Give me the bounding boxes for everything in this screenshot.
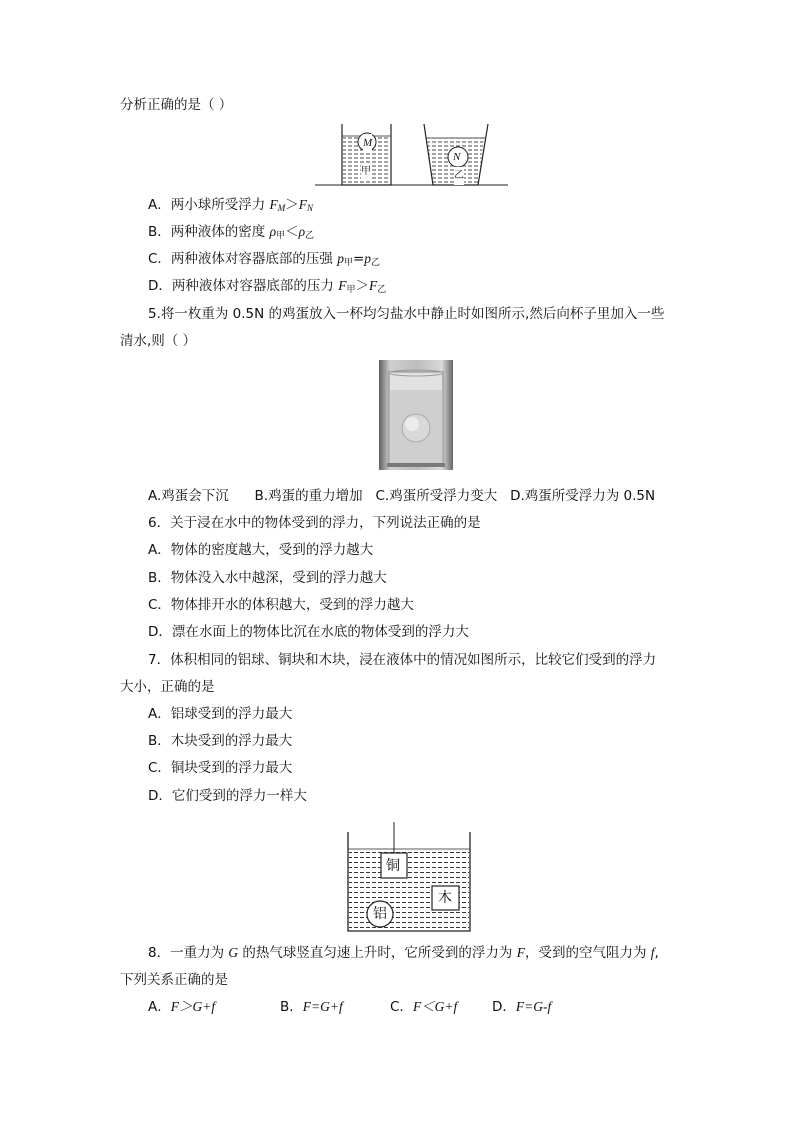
q8-option-c: C．F＜G+f [390,999,458,1015]
copper-block-label: 铜 [386,858,400,874]
q4-option-d: D．两种液体对容器底部的压力 $F_甲>F_乙$ [148,278,387,295]
q8-option-b: B．F=G+f [280,999,343,1015]
q4-option-b: B．两种液体的密度 $\rho_甲<\rho_乙$ [148,224,315,241]
liquid-b-label: 乙 [454,167,464,185]
q6-stem: 6．关于浸在水中的物体受到的浮力，下列说法正确的是 [148,515,481,531]
q7-option-c: C．铜块受到的浮力最大 [148,760,293,776]
q7-option-d: D．它们受到的浮力一样大 [148,788,307,804]
ball-n-label: N [453,151,461,163]
aluminum-ball-label: 铝 [373,906,387,922]
q7-stem-line2: 大小，正确的是 [120,679,215,695]
q5-stem-line2: 清水,则（ ） [120,333,197,349]
liquid-a-label: 甲 [361,163,371,181]
q6-option-a: A．物体的密度越大，受到的浮力越大 [148,542,374,558]
q8-option-a: A．F＞G+f [148,999,216,1015]
q8-option-d: D．F=G-f [492,999,552,1015]
q6-option-c: C．物体排开水的体积越大，受到的浮力越大 [148,597,414,613]
q8-stem-line1: 8．一重力为 G 的热气球竖直匀速上升时，它所受到的浮力为 F，受到的空气阻力为 f, [148,945,659,961]
q7-option-a: A．铝球受到的浮力最大 [148,706,293,722]
wood-block-label: 木 [438,890,452,906]
q5-stem-line1: 5.将一枚重为 0.5N 的鸡蛋放入一杯均匀盐水中静止时如图所示,然后向杯子里加入一些 [148,306,665,322]
q7-option-b: B．木块受到的浮力最大 [148,733,293,749]
q4-stem-tail: 分析正确的是（ ） [120,97,233,113]
q7-stem-line1: 7．体积相同的铝球、铜块和木块，浸在液体中的情况如图所示，比较它们受到的浮力 [148,652,657,668]
q6-option-d: D．漂在水面上的物体比沉在水底的物体受到的浮力大 [148,624,469,640]
q4-option-a: A．两小球所受浮力 $F_M>F_N$ [148,197,314,213]
q4-option-c: C．两种液体对容器底部的压强 $p_甲=p_乙$ [148,251,381,268]
q8-stem-line2: 下列关系正确的是 [120,972,228,988]
ball-m-label: M [363,134,372,152]
q6-option-b: B．物体没入水中越深，受到的浮力越大 [148,570,387,586]
q5-options-row: A.鸡蛋会下沉 B.鸡蛋的重力增加 C.鸡蛋所受浮力变大 D.鸡蛋所受浮力为 0.5N [148,488,656,504]
